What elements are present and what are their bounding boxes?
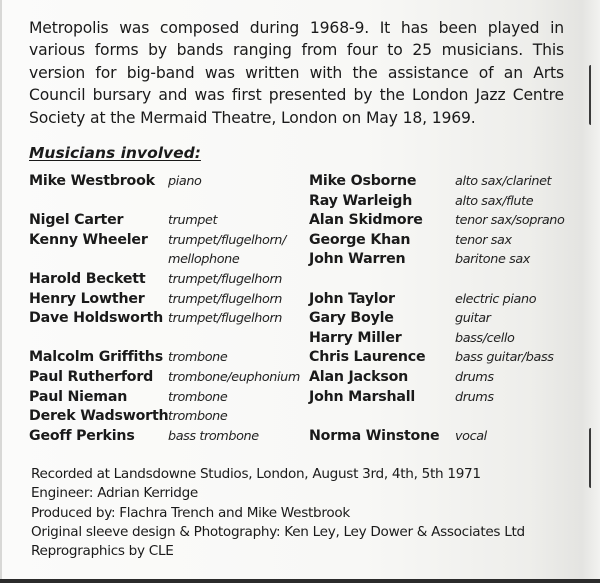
musician-instrument: bass/cello xyxy=(455,330,515,346)
musician-instrument: alto sax/flute xyxy=(455,193,534,209)
musician-name: Chris Laurence xyxy=(309,349,426,366)
musician-instrument: tenor sax xyxy=(455,232,512,248)
intro-paragraph: Metropolis was composed during 1968-9. It has been played in various forms by bands ranging from four to 25 musicians. This version for big-band was written with the assistance of an Arts Council bursary and was first presented by the London Jazz Centre Society at the Mermaid Theatre, London on May 18, 1969. xyxy=(29,19,564,127)
credit-recorded: Recorded at Landsdowne Studios, London, August 3rd, 4th, 5th 1971 xyxy=(31,466,481,482)
musician-name: Mike Osborne xyxy=(309,173,417,189)
musician-name: Norma Winstone xyxy=(309,427,440,444)
musician-name: John Marshall xyxy=(309,388,416,405)
musician-instrument: tenor sax/soprano xyxy=(455,213,565,229)
musician-instrument: trumpet/flugelhorn/ xyxy=(168,232,286,248)
musician-instrument: trombone/euphonium xyxy=(168,369,300,385)
page-left-edge xyxy=(0,0,2,583)
musician-instrument: guitar xyxy=(455,311,491,327)
musician-instrument: bass guitar/bass xyxy=(455,350,554,366)
musician-name: Nigel Carter xyxy=(29,212,124,229)
musician-name: Ray Warleigh xyxy=(309,192,413,209)
credit-producer: Produced by: Flachra Trench and Mike Westbrook xyxy=(31,504,350,521)
page-bottom-edge xyxy=(0,579,600,583)
musician-name: Paul Rutherford xyxy=(29,368,154,385)
musician-instrument: drums xyxy=(455,389,494,405)
staple-bottom xyxy=(589,428,595,488)
musician-instrument: bass trombone xyxy=(168,428,259,444)
musician-name: Paul Nieman xyxy=(29,388,128,405)
musician-instrument: alto sax/clarinet xyxy=(455,174,552,189)
musician-name: Harry Miller xyxy=(309,329,402,346)
musician-name: Malcolm Griffiths xyxy=(29,349,163,366)
musician-instrument: drums xyxy=(455,369,494,385)
musician-name: Alan Jackson xyxy=(309,368,409,385)
musician-name: Mike Westbrook xyxy=(29,173,155,189)
credits-block xyxy=(31,465,525,561)
musician-instrument: trombone xyxy=(168,350,228,366)
musicians-heading: Musicians involved: xyxy=(29,144,201,162)
musician-name: Gary Boyle xyxy=(309,310,394,327)
musician-name: Kenny Wheeler xyxy=(29,231,148,248)
staple-top xyxy=(589,65,595,125)
musician-instrument: trombone xyxy=(168,409,228,425)
musician-instrument: trumpet xyxy=(168,213,218,229)
credit-engineer: Engineer: Adrian Kerridge xyxy=(31,485,198,502)
credit-design: Original sleeve design & Photography: Ken Ley, Ley Dower & Associates Ltd xyxy=(31,523,525,540)
musician-name: John Taylor xyxy=(309,290,395,307)
musician-name: Derek Wadsworth xyxy=(29,408,169,425)
musician-instrument: trumpet/flugelhorn xyxy=(168,311,283,327)
musician-instrument: vocal xyxy=(455,428,487,444)
credit-reprographics: Reprographics by CLE xyxy=(31,543,174,560)
musician-name: Harold Beckett xyxy=(29,270,146,287)
musician-name: Henry Lowther xyxy=(29,290,145,307)
musician-instrument: piano xyxy=(168,174,202,189)
musician-name: Dave Holdsworth xyxy=(29,310,163,327)
musician-instrument: trumpet/flugelhorn xyxy=(168,291,283,307)
musician-name: Alan Skidmore xyxy=(309,212,423,229)
musician-name: Geoff Perkins xyxy=(29,427,135,444)
musician-instrument: trumpet/flugelhorn xyxy=(168,271,283,287)
musician-instrument: trombone xyxy=(168,389,228,405)
musician-instrument: mellophone xyxy=(168,252,240,268)
musician-name: John Warren xyxy=(309,251,406,268)
musician-instrument: baritone sax xyxy=(455,252,530,268)
musician-instrument: electric piano xyxy=(455,291,537,307)
musician-name: George Khan xyxy=(309,231,411,248)
